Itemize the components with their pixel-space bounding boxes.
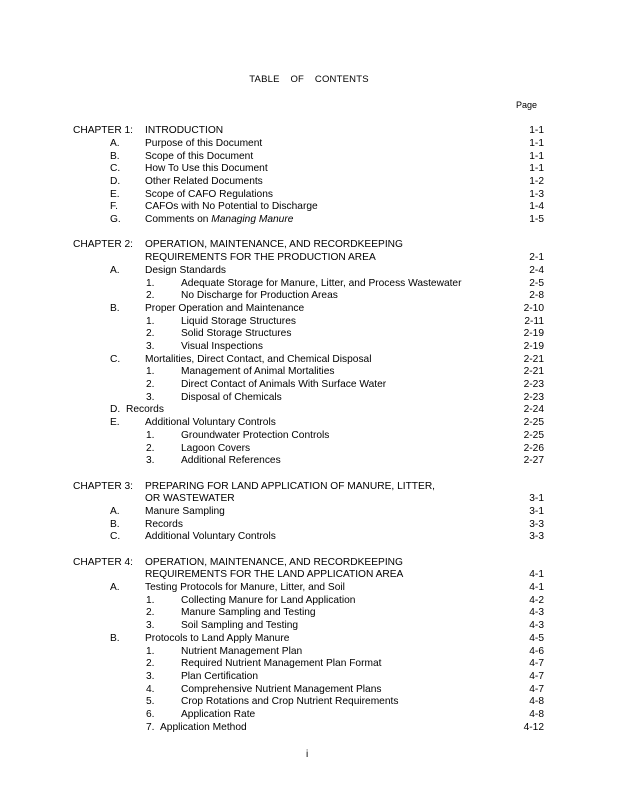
subentry-number: 2.: [146, 290, 155, 301]
entry-letter: A.: [110, 506, 120, 517]
entry-letter: B.: [110, 633, 120, 644]
page-number: 2-23: [523, 379, 544, 390]
entry-letter: C.: [110, 354, 121, 365]
subentry-number: 1.: [146, 646, 155, 657]
toc-subentry: [0, 289, 618, 302]
entry-title-text: Comments on: [145, 214, 209, 225]
entry-title: Mortalities, Direct Contact, and Chemical Disposal: [145, 354, 372, 365]
page-number: 2-5: [529, 278, 544, 289]
entry-title: Protocols to Land Apply Manure: [145, 633, 290, 644]
entry-letter: B.: [110, 519, 120, 530]
toc-entry: [0, 264, 618, 277]
page-number: 2-11: [524, 316, 544, 327]
page-number: 2-26: [523, 443, 544, 454]
page-number: 4-8: [529, 709, 544, 720]
toc-subentry: [0, 606, 618, 619]
page-number: 1-4: [529, 201, 544, 212]
subentry-title: Application Rate: [181, 709, 256, 720]
toc-subentry: [0, 454, 618, 467]
toc-subentry: [0, 721, 618, 734]
chapter-title-cont: REQUIREMENTS FOR THE LAND APPLICATION AREA: [145, 569, 404, 580]
entry-title: How To Use this Document: [145, 163, 268, 174]
toc-entry: [0, 175, 618, 188]
entry-title: CAFOs with No Potential to Discharge: [145, 201, 318, 212]
toc-chapter-2: [0, 238, 618, 251]
subentry-number: 6.: [146, 709, 155, 720]
subentry-title: Groundwater Protection Controls: [181, 430, 330, 441]
subentry-number: 3.: [146, 341, 155, 352]
subentry-number: 1.: [146, 595, 155, 606]
page-number: 3-1: [529, 493, 544, 504]
page-number: 4-1: [529, 582, 544, 593]
subentry-number: 2.: [146, 328, 155, 339]
subentry-number: 2.: [146, 443, 155, 454]
page-column-header: Page: [516, 100, 538, 110]
toc-chapter-1: [0, 124, 618, 137]
page-number: 2-10: [523, 303, 544, 314]
subentry-number: 1.: [146, 366, 155, 377]
chapter-label: CHAPTER 2:: [73, 239, 134, 250]
subentry-number: 5.: [146, 696, 155, 707]
page-number: 4-5: [529, 633, 544, 644]
page-number: 4-6: [529, 646, 544, 657]
chapter-title: OPERATION, MAINTENANCE, AND RECORDKEEPING: [145, 557, 403, 568]
subentry-number: 7.: [146, 722, 155, 733]
entry-letter: D.: [110, 176, 121, 187]
toc-entry: [0, 632, 618, 645]
subentry-title: Plan Certification: [181, 671, 259, 682]
page-number: 4-7: [529, 658, 544, 669]
subentry-title: Nutrient Management Plan: [181, 646, 303, 657]
subentry-title: Crop Rotations and Crop Nutrient Requirements: [181, 696, 399, 707]
subentry-title: Comprehensive Nutrient Management Plans: [181, 684, 382, 695]
toc-subentry: [0, 657, 618, 670]
chapter-title-cont: OR WASTEWATER: [145, 493, 235, 504]
page-number: 2-24: [523, 404, 544, 415]
page-number: 1-5: [529, 214, 544, 225]
subentry-title: Visual Inspections: [181, 341, 263, 352]
toc-entry: [0, 162, 618, 175]
subentry-title: Soil Sampling and Testing: [181, 620, 299, 631]
entry-title: Additional Voluntary Controls: [145, 417, 276, 428]
toc-chapter-3-cont: [0, 492, 618, 505]
page-number: 2-21: [523, 366, 544, 377]
subentry-number: 2.: [146, 379, 155, 390]
subentry-number: 3.: [146, 620, 155, 631]
chapter-label: CHAPTER 3:: [73, 481, 134, 492]
entry-letter: B.: [110, 303, 120, 314]
toc-entry: [0, 403, 618, 416]
page-number: 1-3: [529, 189, 544, 200]
subentry-title: Collecting Manure for Land Application: [181, 595, 356, 606]
toc-chapter-4-cont: [0, 568, 618, 581]
subentry-title: Additional References: [181, 455, 281, 466]
entry-letter: B.: [110, 151, 120, 162]
subentry-number: 1.: [146, 278, 155, 289]
entry-title: Purpose of this Document: [145, 138, 263, 149]
entry-letter: C.: [110, 531, 121, 542]
page-number: 2-19: [523, 328, 544, 339]
entry-title: Proper Operation and Maintenance: [145, 303, 305, 314]
toc-chapter-2-cont: [0, 251, 618, 264]
toc-subentry: [0, 340, 618, 353]
chapter-title: OPERATION, MAINTENANCE, AND RECORDKEEPING: [145, 239, 403, 250]
toc-subentry: [0, 670, 618, 683]
page-number: 4-7: [529, 671, 544, 682]
toc-subentry: [0, 429, 618, 442]
chapter-title-cont: REQUIREMENTS FOR THE PRODUCTION AREA: [145, 252, 376, 263]
entry-letter: D.: [110, 404, 121, 415]
toc-entry: [0, 200, 618, 213]
entry-letter: E.: [110, 189, 120, 200]
subentry-title: Adequate Storage for Manure, Litter, and Process Wastewater: [181, 278, 462, 289]
entry-title: [145, 213, 293, 226]
subentry-title: Liquid Storage Structures: [181, 316, 296, 327]
subentry-title: Lagoon Covers: [181, 443, 251, 454]
page-number: 4-2: [529, 595, 544, 606]
page-number: 3-1: [529, 506, 544, 517]
chapter-label: CHAPTER 4:: [73, 557, 134, 568]
entry-title: Design Standards: [145, 265, 226, 276]
toc-entry: [0, 505, 618, 518]
page-title: TABLE OF CONTENTS: [249, 74, 369, 85]
toc-entry: [0, 581, 618, 594]
page-number: 1-1: [529, 138, 544, 149]
entry-title: Testing Protocols for Manure, Litter, and Soil: [145, 582, 345, 593]
page-number: 3-3: [529, 531, 544, 542]
subentry-title: Manure Sampling and Testing: [181, 607, 316, 618]
page-number: 4-1: [529, 569, 544, 580]
entry-title: Records: [145, 519, 183, 530]
subentry-title: Solid Storage Structures: [181, 328, 292, 339]
subentry-number: 1.: [146, 316, 155, 327]
page-number: 2-25: [523, 430, 544, 441]
chapter-label: CHAPTER 1:: [73, 125, 134, 136]
page-number: 2-25: [523, 417, 544, 428]
entry-letter: C.: [110, 163, 121, 174]
page-number: 4-7: [529, 684, 544, 695]
entry-title: Scope of CAFO Regulations: [145, 189, 273, 200]
entry-title: Records: [126, 404, 164, 415]
subentry-title: Direct Contact of Animals With Surface Water: [181, 379, 387, 390]
entry-title: Scope of this Document: [145, 151, 254, 162]
page-number: 2-8: [529, 290, 544, 301]
toc-entry: [0, 530, 618, 543]
entry-title: Manure Sampling: [145, 506, 225, 517]
toc-subentry: [0, 327, 618, 340]
page-number: 4-3: [529, 607, 544, 618]
page-number: 2-27: [523, 455, 544, 466]
chapter-title: PREPARING FOR LAND APPLICATION OF MANURE, LITTER,: [145, 481, 436, 492]
page-number: 1-1: [529, 151, 544, 162]
entry-letter: G.: [110, 214, 121, 225]
subentry-number: 4.: [146, 684, 155, 695]
subentry-title: Application Method: [160, 722, 247, 733]
toc-entry: [0, 137, 618, 150]
subentry-number: 3.: [146, 455, 155, 466]
page-number: 4-12: [523, 722, 544, 733]
subentry-title: Required Nutrient Management Plan Format: [181, 658, 382, 669]
page-number: 1-2: [529, 176, 544, 187]
page-number: 2-4: [529, 265, 544, 276]
entry-title-italic: Managing Manure: [211, 214, 294, 225]
entry-letter: F.: [110, 201, 118, 212]
page-number: 2-19: [523, 341, 544, 352]
subentry-number: 3.: [146, 392, 155, 403]
subentry-number: 3.: [146, 671, 155, 682]
toc-subentry: [0, 708, 618, 721]
page-number: 3-3: [529, 519, 544, 530]
subentry-title: Disposal of Chemicals: [181, 392, 282, 403]
page-number: 2-1: [529, 252, 544, 263]
toc-entry: [0, 302, 618, 315]
page-number: 1-1: [529, 163, 544, 174]
entry-letter: E.: [110, 417, 120, 428]
toc-subentry: [0, 619, 618, 632]
chapter-title: INTRODUCTION: [145, 125, 224, 136]
subentry-number: 2.: [146, 607, 155, 618]
footer-page-number: i: [306, 749, 309, 760]
page-number: 4-3: [529, 620, 544, 631]
subentry-number: 2.: [146, 658, 155, 669]
entry-letter: A.: [110, 582, 120, 593]
toc-entry: [0, 213, 618, 226]
page-number: 1-1: [529, 125, 544, 136]
entry-title: Additional Voluntary Controls: [145, 531, 276, 542]
entry-letter: A.: [110, 265, 120, 276]
toc-entry: [0, 416, 618, 429]
page-number: 2-21: [523, 354, 544, 365]
toc-subentry: [0, 695, 618, 708]
page-number: 4-8: [529, 696, 544, 707]
subentry-title: No Discharge for Production Areas: [181, 290, 338, 301]
entry-letter: A.: [110, 138, 120, 149]
subentry-title: Management of Animal Mortalities: [181, 366, 335, 377]
entry-title: Other Related Documents: [145, 176, 263, 187]
subentry-number: 1.: [146, 430, 155, 441]
toc-subentry: [0, 378, 618, 391]
page-number: 2-23: [523, 392, 544, 403]
toc-subentry: [0, 365, 618, 378]
